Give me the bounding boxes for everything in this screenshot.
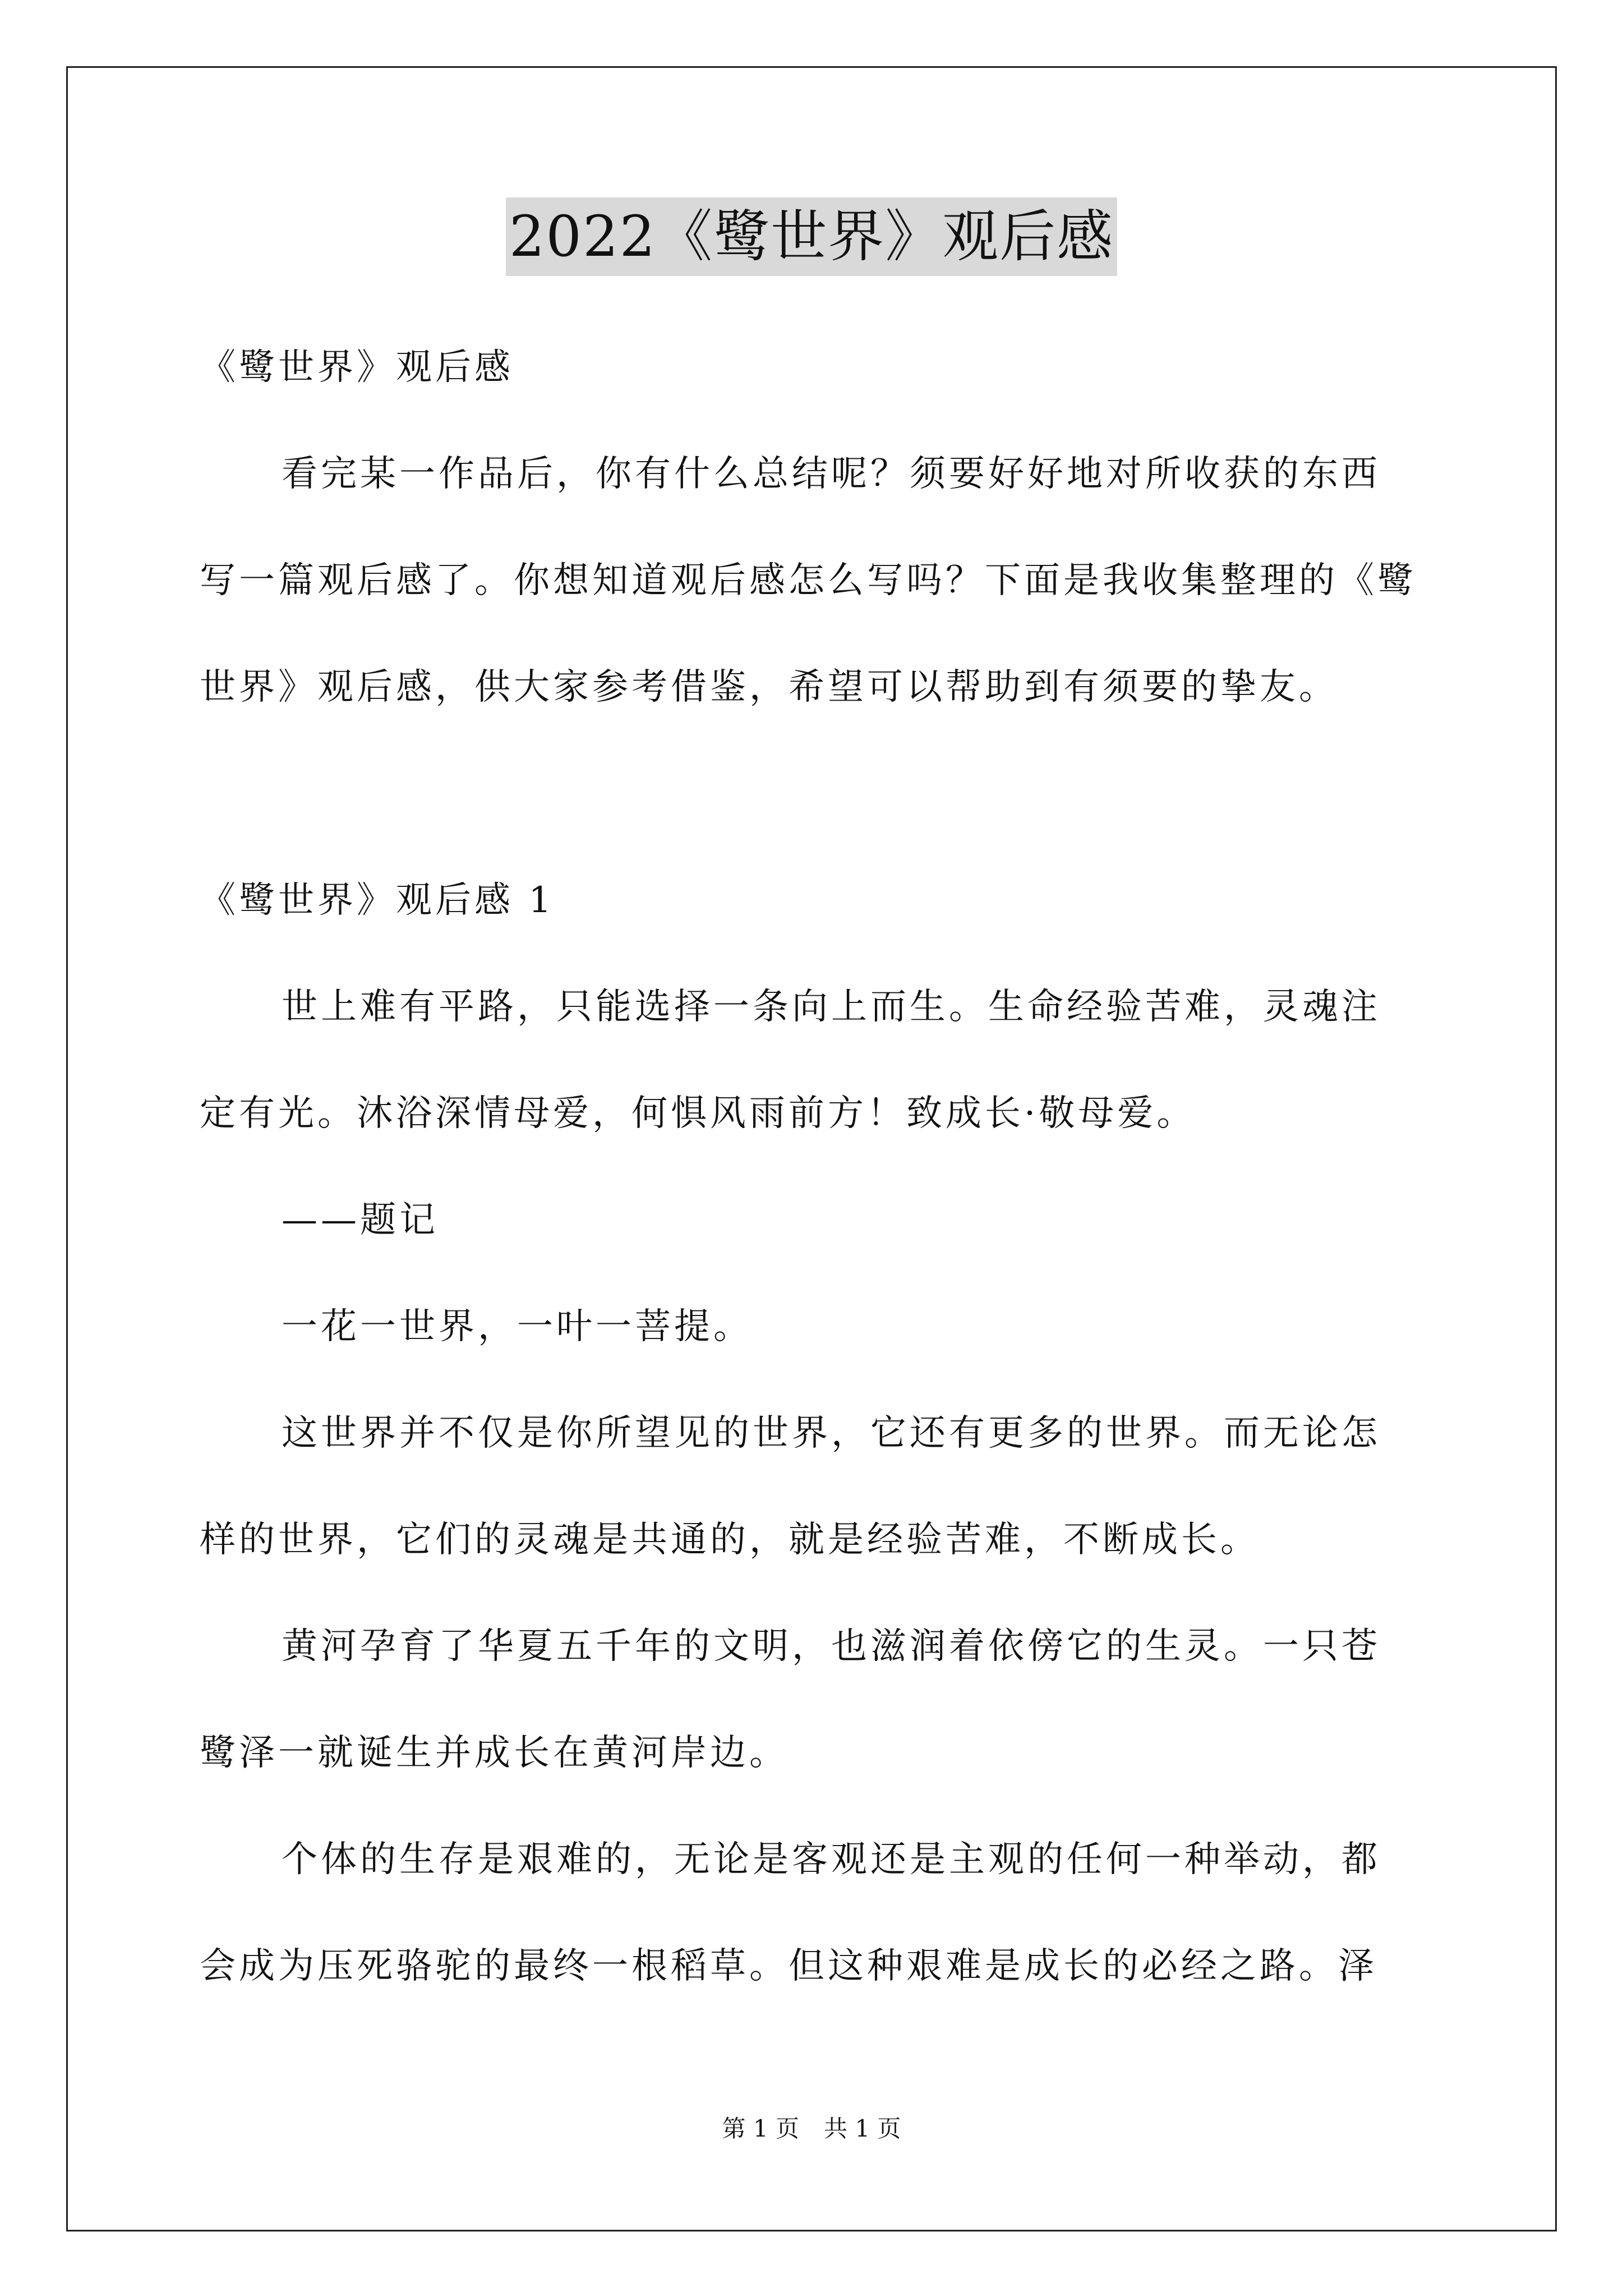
paragraph-gap: [200, 740, 1433, 847]
body-line: ——题记: [282, 1199, 439, 1241]
body-line: 黄河孕育了华夏五千年的文明，也滋润着依傍它的生灵。一只苍: [282, 1626, 1381, 1667]
document-title: 2022《鹭世界》观后感: [506, 197, 1118, 276]
title-wrap: [0, 197, 1623, 276]
document-body: [200, 314, 1433, 2019]
body-line: 个体的生存是艰难的，无论是客观还是主观的任何一种举动，都: [282, 1839, 1381, 1880]
page-footer: [0, 2112, 1623, 2146]
body-line: 一花一世界，一叶一菩提。: [282, 1306, 753, 1347]
intro-line: 写一篇观后感了。你想知道观后感怎么写吗？下面是我收集整理的《鹭: [200, 560, 1417, 601]
body-line: 世上难有平路，只能选择一条向上而生。生命经验苦难，灵魂注: [282, 986, 1381, 1028]
body-line: 定有光。沐浴深情母爱，何惧风雨前方！致成长·敬母爱。: [200, 1093, 1196, 1134]
section-title: 《鹭世界》观后感 1: [200, 880, 555, 921]
body-line: 样的世界，它们的灵魂是共通的，就是经验苦难，不断成长。: [200, 1519, 1260, 1561]
intro-line: 看完某一作品后，你有什么总结呢？须要好好地对所收获的东西: [282, 453, 1381, 495]
subtitle: 《鹭世界》观后感: [200, 347, 514, 388]
body-line: 这世界并不仅是你所望见的世界，它还有更多的世界。而无论怎: [282, 1412, 1381, 1454]
intro-line: 世界》观后感，供大家参考借鉴，希望可以帮助到有须要的挚友。: [200, 666, 1338, 708]
page-total: 共 1 页: [824, 2115, 901, 2142]
body-line: 鹭泽一就诞生并成长在黄河岸边。: [200, 1732, 789, 1774]
page-number: 第 1 页: [722, 2115, 799, 2142]
body-line: 会成为压死骆驼的最终一根稻草。但这种艰难是成长的必经之路。泽: [200, 1945, 1377, 1987]
